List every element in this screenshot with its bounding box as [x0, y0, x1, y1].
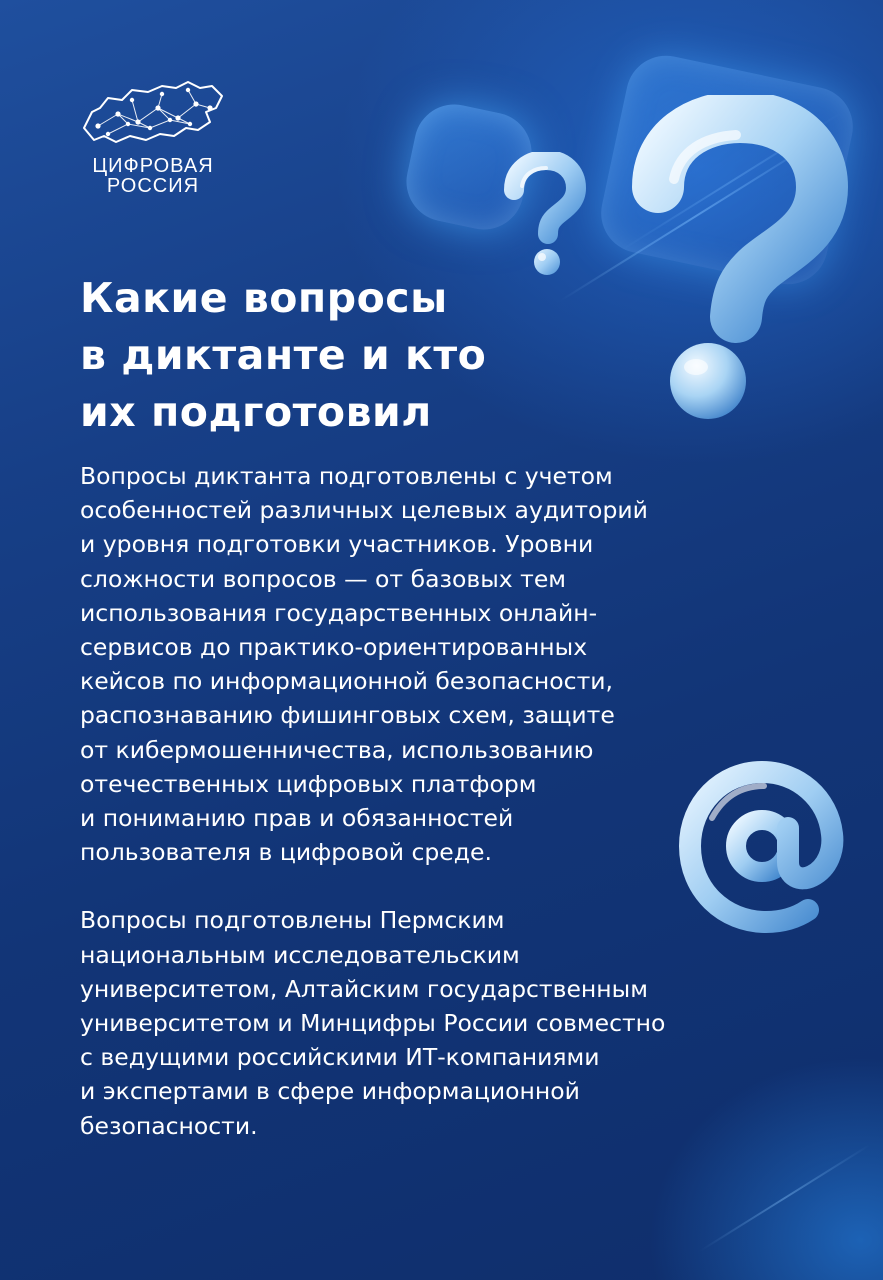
logo-text: [78, 156, 228, 196]
russia-map-network-icon: [78, 78, 228, 150]
text-line: безопасности.: [80, 1111, 258, 1140]
text-line: Вопросы диктанта подготовлены с учетом: [80, 462, 613, 490]
logo-line-2: РОССИЯ: [106, 175, 200, 197]
text-line: университетом и Минцифры России совместно: [80, 1009, 666, 1038]
title-line: Какие вопросы: [80, 274, 448, 322]
text-line: кейсов по информационной безопасности,: [80, 667, 614, 696]
text-line: использования государственных онлайн-: [80, 598, 598, 627]
question-mark-icon: [492, 152, 592, 282]
logo: [78, 78, 238, 196]
text-line: университетом, Алтайским государственным: [80, 974, 648, 1003]
text-line: с ведущими российскими ИТ-компаниями: [80, 1043, 600, 1072]
title-line: в диктанте и кто: [80, 331, 487, 379]
title-line: их подготовил: [80, 388, 432, 436]
text-line: особенностей различных целевых аудиторий: [80, 496, 648, 525]
text-line: распознаванию фишинговых схем, защите: [80, 701, 615, 730]
text-line: сервисов до практико-ориентированных: [80, 633, 588, 662]
question-mark-icon: [600, 95, 870, 425]
text-line: сложности вопросов — от базовых тем: [80, 564, 567, 593]
body-text: [80, 459, 800, 1143]
text-line: и уровня подготовки участников. Уровни: [80, 530, 594, 559]
text-line: Вопросы подготовлены Пермским: [80, 906, 505, 935]
text-line: пользователя в цифровой среде.: [80, 838, 492, 867]
light-streak: [699, 1144, 870, 1252]
text-line: от кибермошенничества, использованию: [80, 735, 594, 764]
paragraph-questions-levels: [80, 459, 800, 869]
text-line: национальным исследовательским: [80, 940, 520, 969]
paragraph-authors: [80, 903, 800, 1142]
text-line: и экспертами в сфере информационной: [80, 1077, 580, 1106]
page-title: [80, 270, 486, 441]
text-line: и пониманию прав и обязанностей: [80, 804, 514, 833]
logo-line-1: ЦИФРОВАЯ: [92, 155, 214, 177]
text-line: отечественных цифровых платформ: [80, 769, 537, 798]
